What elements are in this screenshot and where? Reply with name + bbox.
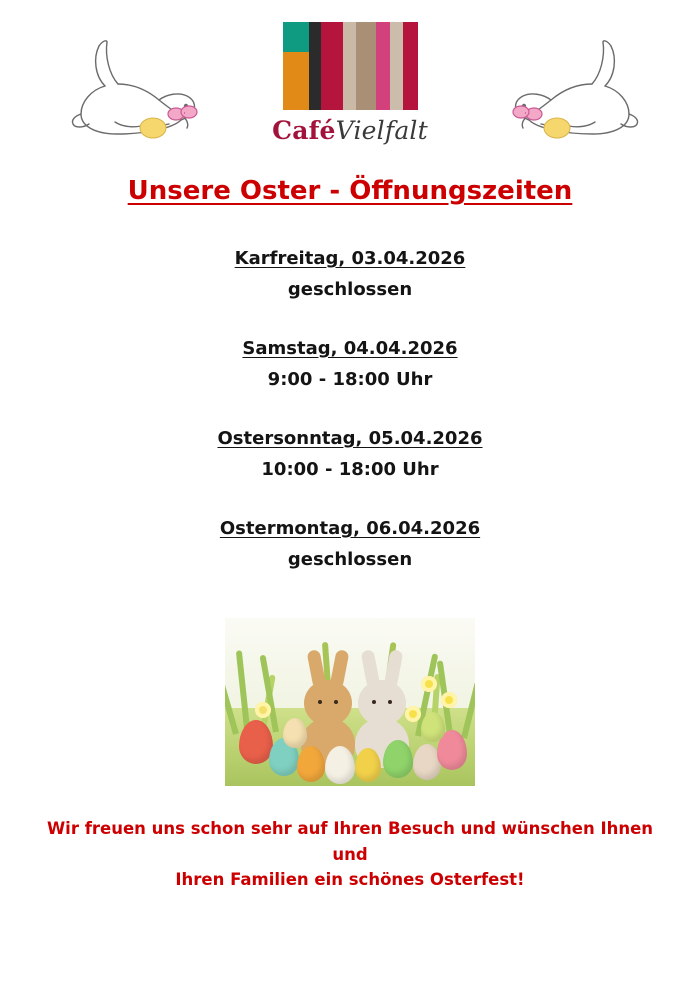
opening-hours-entry — [0, 428, 700, 480]
logo-name-secondary: Vielfalt — [335, 116, 428, 145]
entry-time: 9:00 - 18:00 Uhr — [267, 369, 433, 390]
entry-time: geschlossen — [287, 279, 413, 300]
logo-wordmark — [270, 116, 430, 145]
easter-egg-icon — [297, 746, 325, 782]
easter-egg-icon — [383, 740, 413, 778]
sunglasses-icon — [513, 106, 542, 120]
easter-photo-wrapper — [0, 618, 700, 786]
opening-hours-entry — [0, 248, 700, 300]
opening-hours-entry — [0, 338, 700, 390]
closing-message-line-1: Wir freuen uns schon sehr auf Ihren Besuch und wünschen Ihnen und — [46, 819, 654, 864]
sunglasses-icon — [168, 106, 197, 120]
entry-time: geschlossen — [287, 549, 413, 570]
daffodil-icon — [421, 676, 437, 692]
cafe-vielfalt-logo — [270, 22, 430, 145]
entry-date: Karfreitag, 03.04.2026 — [234, 248, 466, 269]
easter-egg-icon — [239, 720, 273, 764]
opening-hours-list — [0, 248, 700, 570]
logo-color-bars — [283, 22, 418, 110]
easter-egg-icon — [355, 748, 381, 782]
closing-message-line-2: Ihren Familien ein schönes Osterfest! — [175, 870, 525, 890]
bunny-sketch-left-icon — [55, 28, 205, 148]
page-title: Unsere Oster - Öffnungszeiten — [127, 176, 573, 206]
easter-egg-icon — [325, 746, 355, 784]
opening-hours-entry — [0, 518, 700, 570]
closing-message — [0, 816, 700, 893]
easter-egg-icon — [283, 718, 307, 748]
logo-name-primary: Café — [272, 116, 336, 145]
daffodil-icon — [255, 702, 271, 718]
entry-date: Ostersonntag, 05.04.2026 — [217, 428, 483, 449]
easter-egg-icon — [421, 712, 445, 742]
entry-date: Ostermontag, 06.04.2026 — [219, 518, 481, 539]
bunny-sketch-right-icon — [505, 28, 655, 148]
easter-egg-icon — [140, 118, 166, 138]
daffodil-icon — [441, 692, 457, 708]
easter-photo — [225, 618, 475, 786]
poster-header — [0, 0, 700, 170]
easter-egg-icon — [544, 118, 570, 138]
entry-time: 10:00 - 18:00 Uhr — [261, 459, 439, 480]
entry-date: Samstag, 04.04.2026 — [242, 338, 458, 359]
